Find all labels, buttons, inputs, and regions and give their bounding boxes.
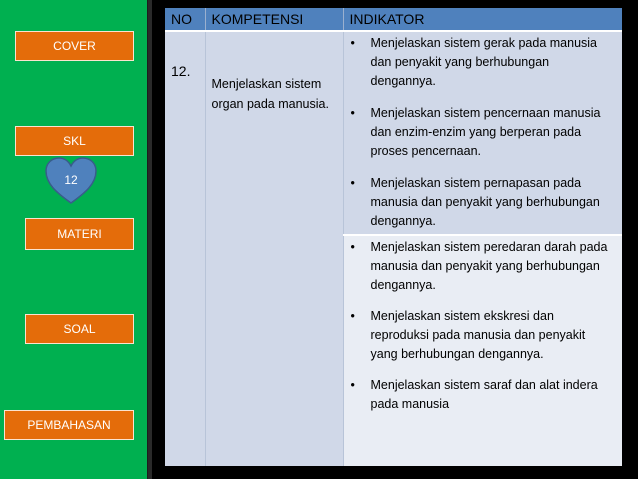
table-header-row [165,8,622,31]
indikator-text: Menjelaskan sistem ekskresi dan reproduksi pada manusia dan penyakit yang berhubungan dengannya. [370,309,586,361]
list-item [350,34,616,91]
header-kompetensi: KOMPETENSI [205,8,343,31]
list-item [350,174,616,231]
pembahasan-button[interactable]: PEMBAHASAN [4,410,134,440]
skl-button[interactable]: SKL [15,126,134,156]
soal-button[interactable]: SOAL [25,314,134,344]
indikator-text: Menjelaskan sistem pencernaan manusia dan enzim-enzim yang berperan pada proses pencernaan. [370,106,601,158]
indikator-cell-1 [343,31,622,235]
bullet-icon: • [350,106,355,120]
indikator-cell-2 [343,235,622,466]
header-no: NO [165,8,205,31]
indikator-text: Menjelaskan sistem gerak pada manusia dan penyakit yang berhubungan dengannya. [370,36,598,88]
list-item [350,376,616,414]
heart-12-button[interactable] [44,156,98,206]
row-number: 12. [171,63,191,79]
cover-button[interactable]: COVER [15,31,134,61]
indikator-text: Menjelaskan sistem saraf dan alat indera pada manusia [370,378,598,411]
no-cell [165,31,205,466]
materi-button[interactable]: MATERI [25,218,134,250]
table-row [165,31,622,235]
list-item [350,238,616,295]
sidebar-divider [148,0,152,479]
heart-label: 12 [64,173,78,187]
bullet-icon: • [350,378,355,392]
bullet-icon: • [350,240,355,254]
indikator-text: Menjelaskan sistem pernapasan pada manusia dan penyakit yang berhubungan dengannya. [370,176,600,228]
list-item [350,104,616,161]
bullet-icon: • [350,309,355,323]
header-indikator: INDIKATOR [343,8,622,31]
kompetensi-text: Menjelaskan sistem organ pada manusia. [211,77,329,111]
indikator-text: Menjelaskan sistem peredaran darah pada manusia dan penyakit yang berhubungan dengannya. [370,240,608,292]
indikator-table [165,8,622,479]
bullet-icon: • [350,36,355,50]
sidebar-nav [0,0,148,479]
bullet-icon: • [350,176,355,190]
kompetensi-cell [205,31,343,466]
list-item [350,307,616,364]
